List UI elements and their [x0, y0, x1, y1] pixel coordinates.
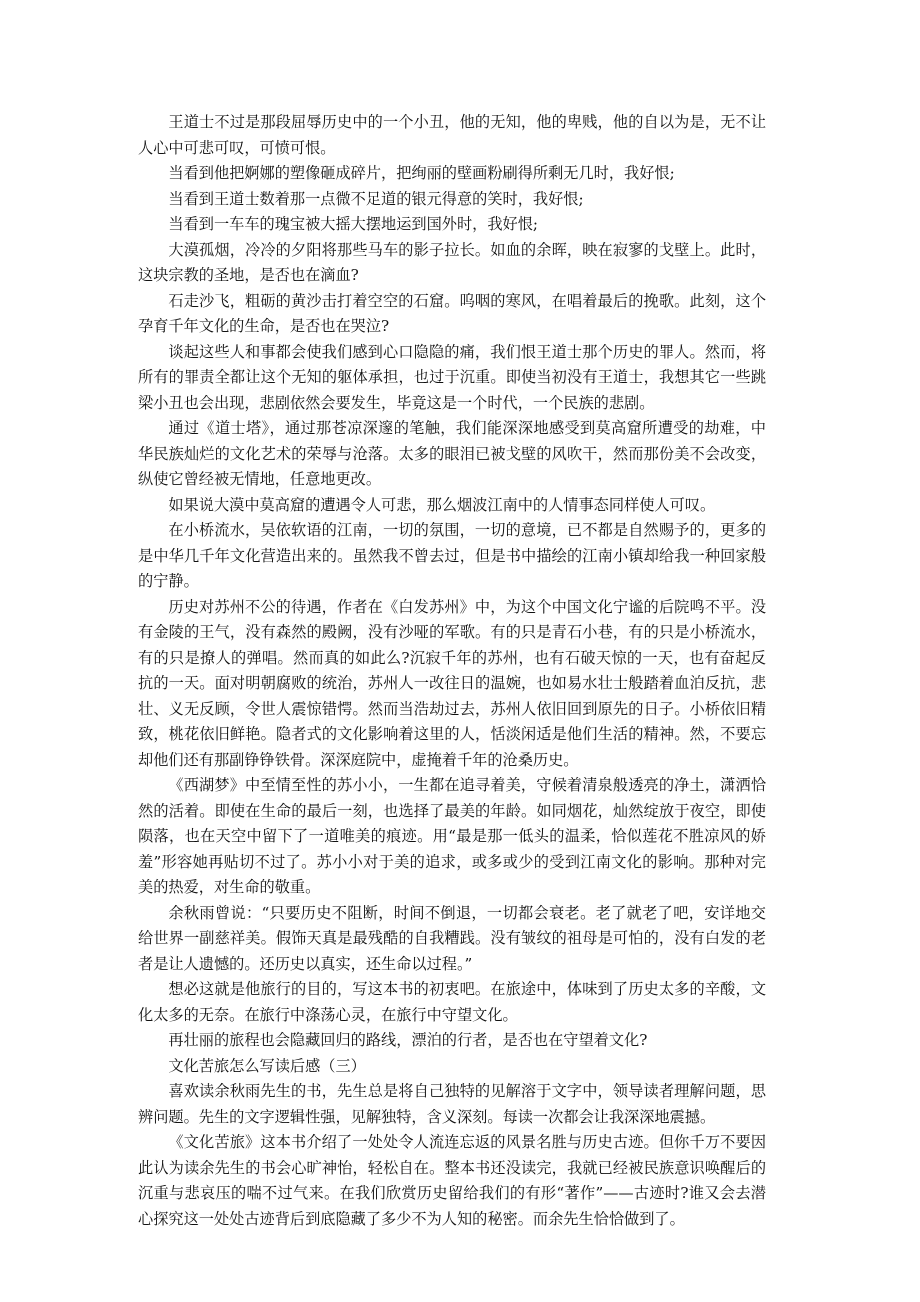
document-body [138, 110, 766, 1232]
paragraph: 喜欢读余秋雨先生的书，先生总是将自己独特的见解溶于文字中，领导读者理解问题，思辨问题。先生的文字逻辑性强，见解独特，含义深刻。每读一次都会让我深深地震撼。 [138, 1082, 766, 1126]
paragraph: 余秋雨曾说：“只要历史不阻断，时间不倒退，一切都会衰老。老了就老了吧，安详地交给世界一副慈祥美。假饰天真是最残酷的自我糟践。没有皱纹的祖母是可怕的，没有白发的老者是让人遗憾的。还历史以真实，还生命以过程。” [138, 903, 766, 973]
paragraph: 历史对苏州不公的待遇，作者在《白发苏州》中，为这个中国文化宁谧的后院鸣不平。没有金陵的王气，没有森然的殿阙，没有沙哑的军歌。有的只是青石小巷，有的只是小桥流水，有的只是撩人的弹唱。然而真的如此么?沉寂千年的苏州，也有石破天惊的一天，也有奋起反抗的一天。面对明朝腐败的统治，苏州人一改往日的温婉，也如易水壮士般踏着血泊反抗，悲壮、义无反顾，令世人震惊错愕。然而当浩劫过去，苏州人依旧回到原先的日子。小桥依旧精致，桃花依旧鲜艳。隐者式的文化影响着这里的人，恬淡闲适是他们生活的精神。然，不要忘却他们还有那副铮铮铁骨。深深庭院中，虚掩着千年的沧桑历史。 [138, 597, 766, 769]
paragraph: 王道士不过是那段屈辱历史中的一个小丑，他的无知，他的卑贱，他的自以为是，无不让人心中可悲可叹，可愤可恨。 [138, 113, 766, 157]
paragraph: 如果说大漠中莫高窟的遭遇令人可悲，那么烟波江南中的人情事态同样使人可叹。 [168, 495, 716, 514]
paragraph: 当看到王道士数着那一点微不足道的银元得意的笑时，我好恨; [168, 189, 584, 208]
paragraph: 石走沙飞，粗砺的黄沙击打着空空的石窟。呜咽的寒风，在唱着最后的挽歌。此刻，这个孕育千年文化的生命，是否也在哭泣? [138, 291, 766, 335]
paragraph: 当看到一车车的瑰宝被大摇大摆地运到国外时，我好恨; [168, 215, 539, 233]
paragraph: 想必这就是他旅行的目的，写这本书的初衷吧。在旅途中，体味到了历史太多的辛酸，文化太多的无奈。在旅行中涤荡心灵，在旅行中守望文化。 [138, 980, 766, 1024]
paragraph: 《西湖梦》中至情至性的苏小小，一生都在追寻着美，守候着清泉般透亮的净土，潇洒恰然的活着。即使在生命的最后一刻，也选择了最美的年龄。如同烟花，灿然绽放于夜空，即使陨落，也在天空中留下了一道唯美的痕迹。用“最是那一低头的温柔，恰似莲花不胜凉风的娇羞”形容她再贴切不过了。苏小小对于美的追求，或多或少的受到江南文化的影响。那种对完美的热爱，对生命的敬重。 [138, 776, 766, 896]
paragraph: 在小桥流水，吴依软语的江南，一切的氛围，一切的意境，已不都是自然赐予的，更多的是中华几千年文化营造出来的。虽然我不曾去过，但是书中描绘的江南小镇却给我一种回家般的宁静。 [138, 521, 766, 590]
paragraph: 谈起这些人和事都会使我们感到心口隐隐的痛，我们恨王道士那个历史的罪人。然而，将所有的罪责全都让这个无知的躯体承担，也过于沉重。即使当初没有王道士，我想其它一些跳梁小丑也会出现，悲剧依然会要发生，毕竟这是一个时代，一个民族的悲剧。 [138, 342, 766, 412]
paragraph: 再壮丽的旅程也会隐藏回归的路线，漂泊的行者，是否也在守望着文化? [168, 1031, 648, 1049]
paragraph: 通过《道士塔》，通过那苍凉深邃的笔触，我们能深深地感受到莫高窟所遭受的劫难，中华民族灿烂的文化艺术的荣辱与沧落。太多的眼泪已被戈壁的风吹干，然而那份美不会改变，纵使它曾经被无情地，任意地更改。 [138, 419, 766, 488]
paragraph: 当看到他把婀娜的塑像砸成碎片，把绚丽的壁画粉刷得所剩无几时，我好恨; [168, 164, 675, 182]
paragraph: 大漠孤烟，冷冷的夕阳将那些马车的影子拉长。如血的余晖，映在寂寥的戈壁上。此时，这块宗教的圣地，是否也在滴血? [138, 240, 766, 284]
paragraph: 《文化苦旅》这本书介绍了一处处令人流连忘返的风景名胜与历史古迹。但你千万不要因此认为读余先生的书会心旷神怡，轻松自在。整本书还没读完，我就已经被民族意识唤醒后的沉重与悲哀压的喘不过气来。在我们欣赏历史留给我们的有形“著作”——古迹时?谁又会去潜心探究这一处处古迹背后到底隐藏了多少不为人知的秘密。而余先生恰恰做到了。 [138, 1133, 766, 1228]
section-heading: 文化苦旅怎么写读后感（三） [168, 1056, 366, 1075]
